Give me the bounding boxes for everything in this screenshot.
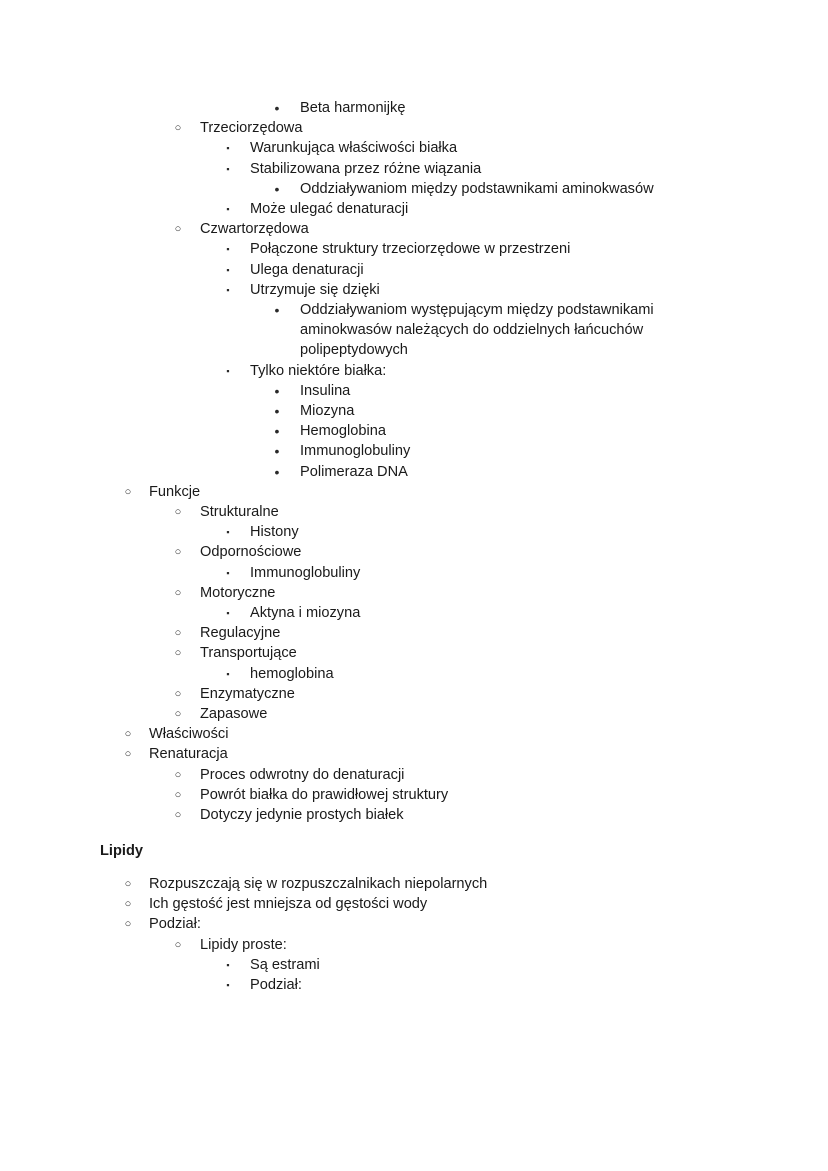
list-item	[0, 401, 828, 421]
list-item	[0, 955, 828, 975]
list-item	[0, 724, 828, 744]
list-item	[0, 320, 828, 340]
list-item	[0, 522, 828, 542]
list-item	[0, 785, 828, 805]
square-bullet-icon: ▪	[226, 959, 230, 970]
list-item-text: Hemoglobina	[300, 423, 386, 440]
list-item	[0, 381, 828, 401]
list-item	[0, 914, 828, 934]
hollow-circle-bullet-icon: ○	[124, 485, 132, 498]
list-item-text: Rozpuszczają się w rozpuszczalnikach niepolarnych	[149, 876, 488, 892]
list-item-text: Właściwości	[149, 726, 229, 743]
list-item	[0, 704, 828, 724]
hollow-circle-bullet-icon: ○	[174, 708, 182, 720]
hollow-circle-bullet-icon: ○	[174, 647, 182, 660]
list-item-text: Regulacyjne	[200, 625, 281, 642]
list-item-text: Ulega denaturacji	[250, 261, 364, 278]
list-item	[0, 300, 828, 320]
list-item-text: Beta harmonijkę	[300, 100, 406, 116]
list-item	[0, 664, 828, 684]
list-item	[0, 563, 828, 583]
list-item	[0, 935, 828, 955]
square-bullet-icon: ▪	[226, 365, 230, 376]
list-item	[0, 421, 828, 441]
list-item-text: Oddziaływaniom występującym między podstawnikami	[300, 302, 654, 318]
list-item	[0, 441, 828, 461]
list-item-text: Funkcje	[149, 483, 201, 500]
list-item-text: Podział:	[250, 977, 302, 993]
square-bullet-icon: ▪	[226, 204, 230, 214]
list-item-text: Enzymatyczne	[200, 685, 295, 702]
list-item-text: hemoglobina	[250, 665, 334, 682]
list-item-text: aminokwasów należących do oddzielnych łańcuchów	[300, 322, 644, 339]
list-item-text: Podział:	[149, 916, 201, 933]
list-item-text: Ich gęstość jest mniejsza od gęstości wody	[149, 896, 428, 913]
list-item	[0, 138, 828, 158]
square-bullet-icon: ▪	[226, 163, 230, 174]
list-item	[0, 239, 828, 259]
list-item	[0, 643, 828, 663]
list-item-text: Proces odwrotny do denaturacji	[200, 766, 405, 783]
list-item	[0, 98, 828, 118]
square-bullet-icon: ▪	[226, 264, 230, 275]
list-item	[0, 340, 828, 360]
dot-bullet-icon: •	[274, 463, 280, 480]
square-bullet-icon: ▪	[226, 980, 230, 990]
dot-bullet-icon: •	[274, 302, 280, 318]
square-bullet-icon: ▪	[226, 567, 230, 578]
list-item	[0, 219, 828, 239]
list-item-text: Zapasowe	[200, 706, 268, 722]
square-bullet-icon: ▪	[226, 244, 230, 255]
hollow-circle-bullet-icon: ○	[124, 728, 132, 741]
section-heading-lipidy: Lipidy	[100, 843, 143, 859]
list-item-text: polipeptydowych	[300, 342, 408, 359]
list-item	[0, 975, 828, 995]
list-item-text: Aktyna i miozyna	[250, 605, 361, 621]
list-item-text: Tylko niektóre białka:	[250, 362, 387, 379]
list-item	[0, 179, 828, 199]
hollow-circle-bullet-icon: ○	[174, 938, 182, 951]
square-bullet-icon: ▪	[226, 527, 230, 538]
hollow-circle-bullet-icon: ○	[124, 918, 132, 931]
list-item-text: Histony	[250, 524, 299, 541]
list-item	[0, 744, 828, 764]
list-item	[0, 583, 828, 603]
list-item-text: Utrzymuje się dzięki	[250, 281, 380, 298]
hollow-circle-bullet-icon: ○	[174, 546, 182, 559]
list-item	[0, 260, 828, 280]
list-item	[0, 765, 828, 785]
hollow-circle-bullet-icon: ○	[174, 506, 182, 518]
list-item-text: Może ulegać denaturacji	[250, 201, 409, 217]
list-item	[0, 874, 828, 894]
list-item	[0, 603, 828, 623]
list-item	[0, 280, 828, 300]
list-item-text: Są estrami	[250, 956, 320, 973]
hollow-circle-bullet-icon: ○	[174, 586, 182, 599]
hollow-circle-bullet-icon: ○	[124, 898, 132, 911]
list-item-text: Lipidy proste:	[200, 936, 287, 953]
hollow-circle-bullet-icon: ○	[174, 788, 182, 801]
list-item-text: Strukturalne	[200, 504, 279, 520]
list-item-text: Stabilizowana przez różne wiązania	[250, 160, 482, 177]
list-item-text: Powrót białka do prawidłowej struktury	[200, 786, 449, 803]
dot-bullet-icon: •	[274, 382, 280, 399]
hollow-circle-bullet-icon: ○	[174, 122, 182, 135]
list-item-text: Motoryczne	[200, 584, 276, 601]
list-item-text: Warunkująca właściwości białka	[250, 140, 458, 157]
list-item-text: Polimeraza DNA	[300, 463, 408, 480]
list-item-text: Renaturacja	[149, 746, 228, 763]
list-item-text: Czwartorzędowa	[200, 221, 309, 238]
list-item-text: Miozyna	[300, 403, 355, 419]
square-bullet-icon: ▪	[226, 668, 230, 679]
list-item	[0, 542, 828, 562]
dot-bullet-icon: •	[274, 180, 280, 197]
list-item	[0, 199, 828, 219]
list-item	[0, 623, 828, 643]
list-item-text: Połączone struktury trzeciorzędowe w przestrzeni	[250, 241, 571, 258]
hollow-circle-bullet-icon: ○	[174, 627, 182, 640]
list-item	[0, 805, 828, 825]
list-item-text: Dotyczy jedynie prostych białek	[200, 807, 404, 823]
list-item	[0, 502, 828, 522]
list-item-text: Trzeciorzędowa	[200, 120, 303, 137]
dot-bullet-icon: •	[274, 443, 280, 460]
list-item	[0, 118, 828, 138]
list-item	[0, 462, 828, 482]
square-bullet-icon: ▪	[226, 608, 230, 618]
list-item	[0, 482, 828, 502]
dot-bullet-icon: •	[274, 403, 280, 419]
list-item-text: Oddziaływaniom między podstawnikami aminokwasów	[300, 180, 654, 197]
list-item-text: Immunoglobuliny	[300, 443, 411, 460]
dot-bullet-icon: •	[274, 423, 280, 440]
hollow-circle-bullet-icon: ○	[174, 687, 182, 700]
square-bullet-icon: ▪	[226, 143, 230, 154]
list-item-text: Odpornościowe	[200, 544, 302, 561]
hollow-circle-bullet-icon: ○	[174, 223, 182, 236]
hollow-circle-bullet-icon: ○	[124, 748, 132, 761]
list-item	[0, 361, 828, 381]
list-item	[0, 684, 828, 704]
dot-bullet-icon: •	[274, 100, 280, 116]
hollow-circle-bullet-icon: ○	[124, 878, 132, 890]
list-item-text: Insulina	[300, 382, 351, 399]
list-item	[0, 894, 828, 914]
list-item-text: Immunoglobuliny	[250, 564, 361, 581]
hollow-circle-bullet-icon: ○	[174, 768, 182, 781]
list-item	[0, 159, 828, 179]
square-bullet-icon: ▪	[226, 284, 230, 295]
hollow-circle-bullet-icon: ○	[174, 809, 182, 821]
list-item-text: Transportujące	[200, 645, 297, 662]
